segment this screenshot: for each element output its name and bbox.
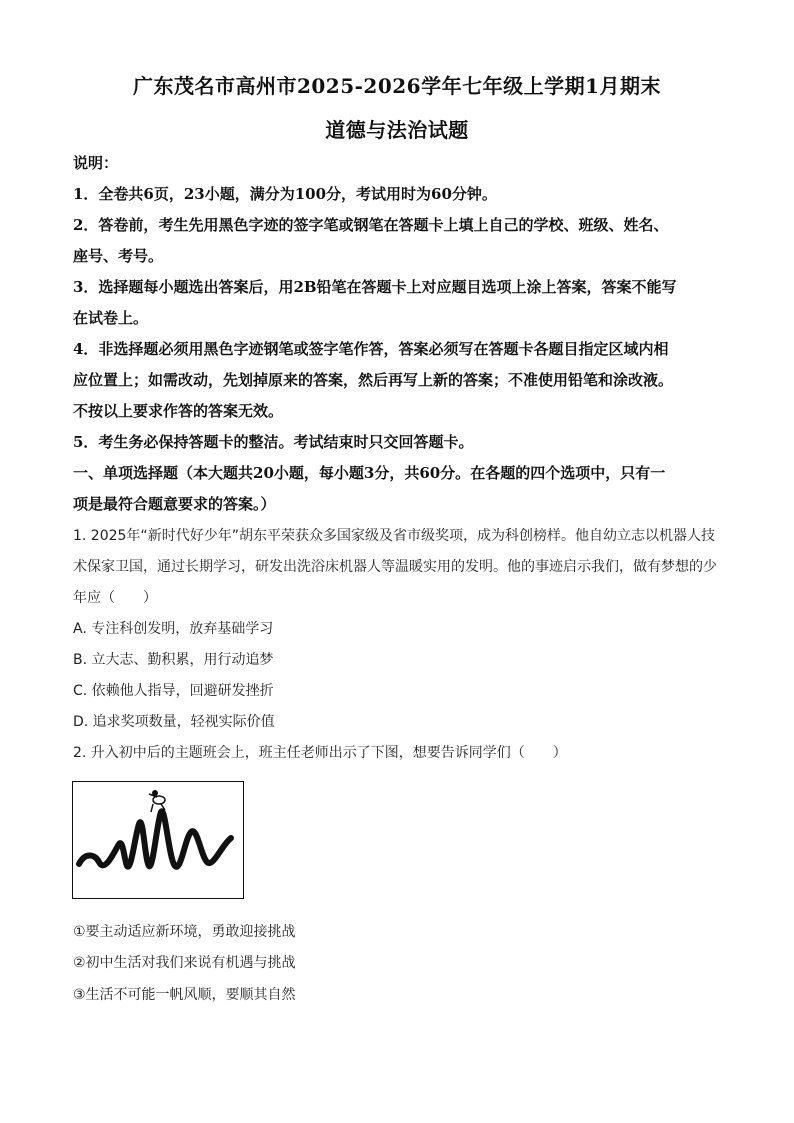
exam-subject-title: 道德与法治试题 bbox=[325, 118, 469, 142]
road-stroke bbox=[79, 811, 231, 866]
instruction-line: 在试卷上。 bbox=[73, 309, 149, 327]
instruction-line: 不按以上要求作答的答案无效。 bbox=[73, 402, 284, 420]
instruction-line: 2．答卷前，考生先用黑色字迹的签字笔或钢笔在答题卡上填上自己的学校、班级、姓名、 bbox=[73, 216, 669, 234]
instructions-heading: 说明： bbox=[73, 154, 119, 172]
instruction-line: 3．选择题每小题选出答案后，用2B铅笔在答题卡上对应题目选项上涂上答案，答案不能写 bbox=[73, 278, 677, 296]
instruction-line: 座号、考号。 bbox=[73, 247, 164, 265]
q1-stem-line: 年应（ ） bbox=[73, 590, 157, 606]
q2-statement-2: ②初中生活对我们来说有机遇与挑战 bbox=[73, 955, 296, 971]
instruction-line: 5．考生务必保持答题卡的整洁。考试结束时只交回答题卡。 bbox=[73, 433, 474, 451]
q2-illustration bbox=[72, 781, 244, 899]
instruction-line: 应位置上；如需改动，先划掉原来的答案，然后再写上新的答案；不准使用铅笔和涂改液。 bbox=[73, 371, 674, 389]
q2-statement-1: ①要主动适应新环境，勇敢迎接挑战 bbox=[73, 924, 296, 940]
q1-stem-line: 术保家卫国，通过长期学习，研发出洗浴床机器人等温暖实用的发明。他的事迹启示我们，做有梦想的少 bbox=[73, 559, 717, 575]
q1-option-d: D. 追求奖项数量，轻视实际价值 bbox=[73, 714, 275, 730]
exam-title: 广东茂名市高州市2025-2026学年七年级上学期1月期末 bbox=[132, 74, 662, 98]
q1-option-c: C. 依赖他人指导，回避研发挫折 bbox=[73, 683, 274, 699]
q2-statement-3: ③生活不可能一帆风顺，要顺其自然 bbox=[73, 987, 296, 1003]
q1-stem-line: 1. 2025年“新时代好少年”胡东平荣获众多国家级及省市级奖项，成为科创榜样。他自幼立志以机器人技 bbox=[73, 528, 715, 544]
section-heading: 一、单项选择题（本大题共20小题，每小题3分，共60分。在各题的四个选项中，只有一 bbox=[73, 464, 666, 482]
wavy-road-drawing bbox=[73, 782, 242, 897]
instruction-line: 4．非选择题必须用黑色字迹钢笔或签字笔作答，答案必须写在答题卡各题目指定区域内相 bbox=[73, 340, 669, 358]
section-heading-cont: 项是最符合题意要求的答案。） bbox=[73, 495, 276, 513]
q1-option-a: A. 专注科创发明，放弃基础学习 bbox=[73, 621, 274, 637]
q2-stem: 2. 升入初中后的主题班会上，班主任老师出示了下图，想要告诉同学们（ ） bbox=[73, 745, 567, 761]
instruction-line: 1．全卷共6页，23小题，满分为100分，考试用时为60分钟。 bbox=[73, 185, 497, 203]
q1-option-b: B. 立大志、勤积累，用行动追梦 bbox=[73, 652, 274, 668]
